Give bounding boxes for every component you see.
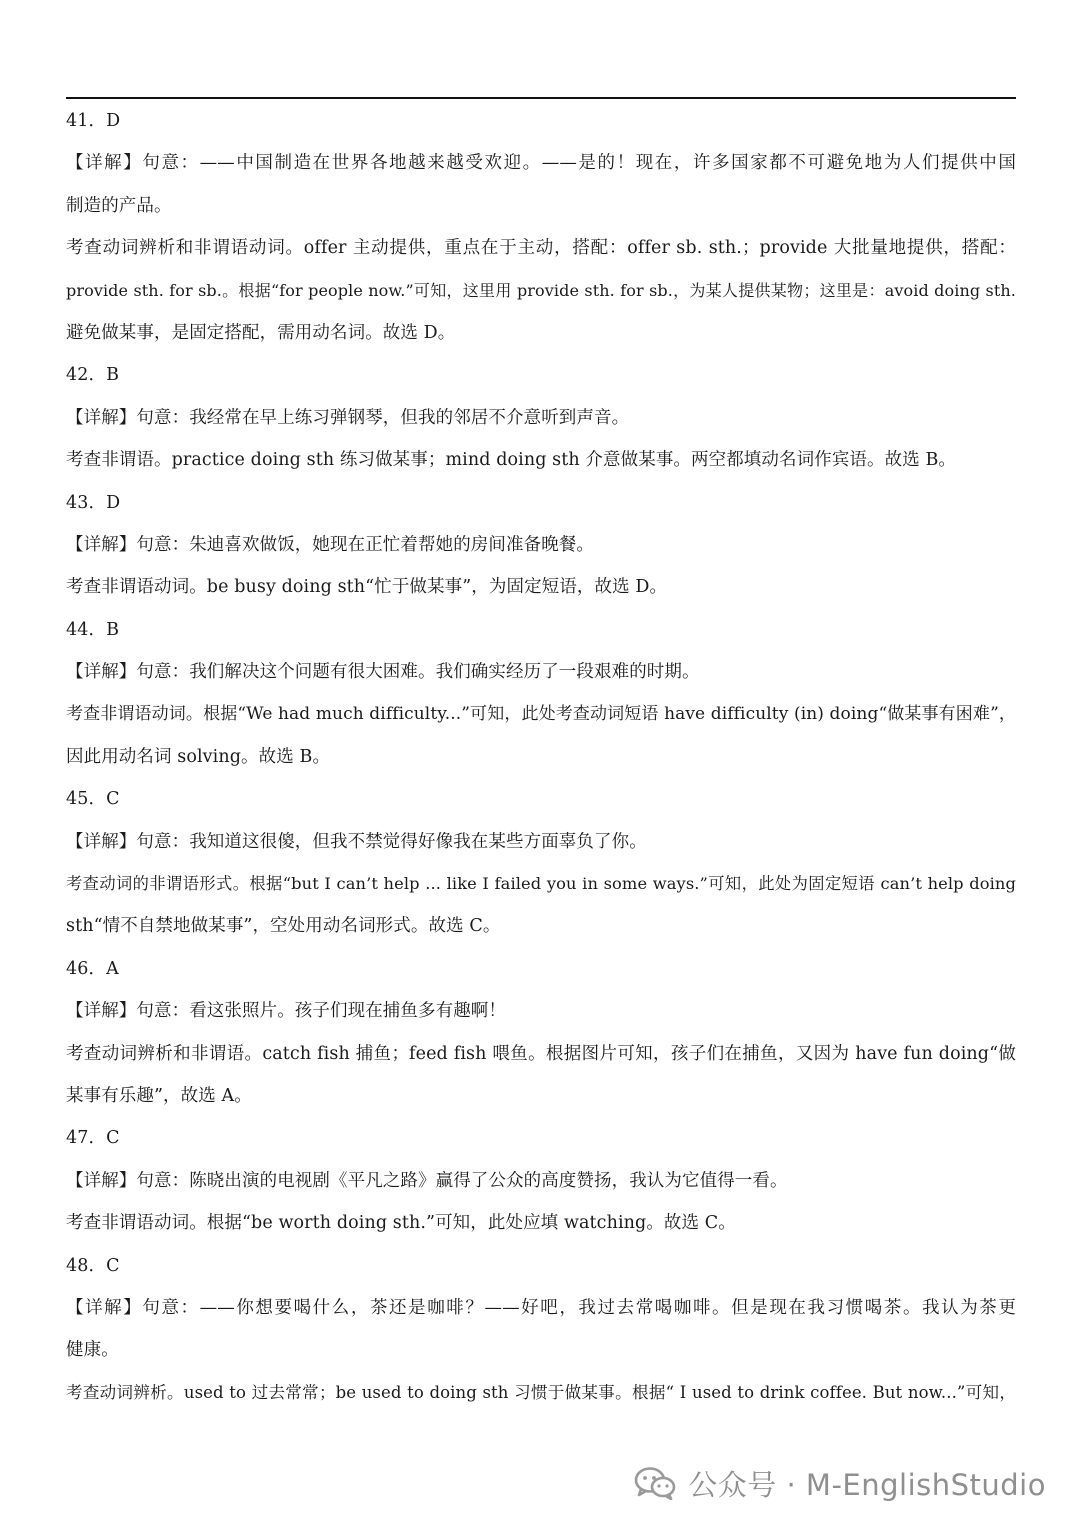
explanation-line: 【详解】句意：看这张照片。孩子们现在捕鱼多有趣啊！ bbox=[66, 1001, 506, 1022]
explanation-line: 考查非谓语动词。根据“be worth doing sth.”可知，此处应填 watching。故选 C。 bbox=[66, 1213, 736, 1234]
explanation-line: 【详解】句意：——中国制造在世界各地越来越受欢迎。——是的！现在，许多国家都不可避免地为人们提供中国 bbox=[66, 153, 1016, 174]
answer-46: 46．A bbox=[66, 958, 119, 979]
answer-45: 45．C bbox=[66, 789, 120, 810]
explanation-line: 考查动词的非谓语形式。根据“but I can’t help ... like I failed you in some ways.”可知，此处为固定短语 can’t help doing bbox=[66, 874, 1016, 894]
watermark-text: 公众号 · M-EnglishStudio bbox=[688, 1467, 1046, 1502]
explanation-line: 【详解】句意：我们解决这个问题有很大困难。我们确实经历了一段艰难的时期。 bbox=[66, 662, 700, 683]
answer-44: 44．B bbox=[66, 619, 120, 640]
explanation-line: 因此用动名词 solving。故选 B。 bbox=[66, 746, 331, 767]
explanation-line: 【详解】句意：陈晓出演的电视剧《平凡之路》赢得了公众的高度赞扬，我认为它值得一看。 bbox=[66, 1170, 788, 1191]
answer-48: 48．C bbox=[66, 1255, 120, 1276]
wechat-icon bbox=[634, 1466, 676, 1500]
explanation-line: 考查动词辨析和非谓语。catch fish 捕鱼；feed fish 喂鱼。根据图片可知，孩子们在捕鱼，又因为 have fun doing“做 bbox=[66, 1043, 1016, 1064]
explanation-line: 考查非谓语。practice doing sth 练习做某事；mind doing sth 介意做某事。两空都填动名词作宾语。故选 B。 bbox=[66, 450, 957, 471]
explanation-line: 考查非谓语动词。根据“We had much difficulty...”可知，此处考查动词短语 have difficulty (in) doing“做某事有困难”， bbox=[66, 704, 1016, 725]
answer-explanations bbox=[66, 100, 1016, 1414]
explanation-line: 某事有乐趣”，故选 A。 bbox=[66, 1085, 252, 1106]
explanation-line: 考查非谓语动词。be busy doing sth“忙于做某事”，为固定短语，故选 D。 bbox=[66, 577, 668, 598]
explanation-line: 健康。 bbox=[66, 1340, 119, 1361]
explanation-line: 【详解】句意：——你想要喝什么，茶还是咖啡？——好吧，我过去常喝咖啡。但是现在我习惯喝茶。我认为茶更 bbox=[66, 1297, 1016, 1318]
explanation-line: 【详解】句意：我经常在早上练习弹钢琴，但我的邻居不介意听到声音。 bbox=[66, 407, 630, 428]
explanation-line: provide sth. for sb.。根据“for people now.”可知，这里用 provide sth. for sb.，为某人提供某物；这里是：avoid doing sth. bbox=[66, 280, 1016, 300]
header-rule bbox=[66, 97, 1016, 99]
explanation-line: 避免做某事，是固定搭配，需用动名词。故选 D。 bbox=[66, 322, 456, 343]
explanation-line: 考查动词辨析。used to 过去常常；be used to doing sth 习惯于做某事。根据“ I used to drink coffee. But now...”可知， bbox=[66, 1382, 1016, 1402]
explanation-line: 【详解】句意：我知道这很傻，但我不禁觉得好像我在某些方面辜负了你。 bbox=[66, 831, 647, 852]
answer-47: 47．C bbox=[66, 1128, 120, 1149]
answer-41: 41．D bbox=[66, 111, 121, 131]
watermark bbox=[634, 1456, 1046, 1510]
explanation-line: 制造的产品。 bbox=[66, 195, 172, 216]
explanation-line: 考查动词辨析和非谓语动词。offer 主动提供，重点在于主动，搭配：offer sb. sth.；provide 大批量地提供，搭配： bbox=[66, 238, 1016, 259]
answer-42: 42．B bbox=[66, 365, 120, 386]
explanation-line: 【详解】句意：朱迪喜欢做饭，她现在正忙着帮她的房间准备晚餐。 bbox=[66, 534, 594, 555]
explanation-line: sth“情不自禁地做某事”，空处用动名词形式。故选 C。 bbox=[66, 916, 501, 937]
answer-43: 43．D bbox=[66, 492, 121, 513]
